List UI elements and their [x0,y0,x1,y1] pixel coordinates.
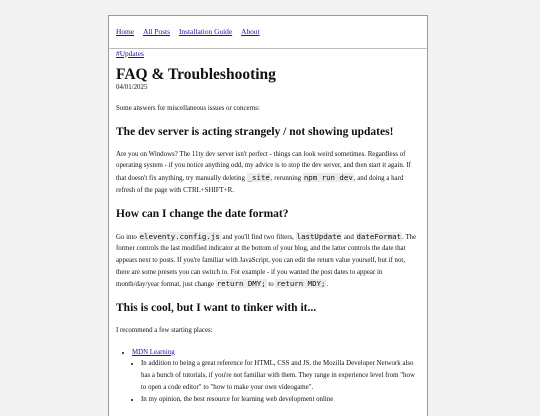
dev-server-heading: The dev server is acting strangely / not showing updates! [116,125,394,138]
text-span: , and doing a hard refresh of the page with CTRL+SHIFT+R. [116,175,404,194]
site-nav [109,16,427,58]
list-item [132,347,420,406]
nav-all-posts-link[interactable]: All Posts [143,27,170,36]
list-item: • In my opinion, the best resource for learning web development online [141,394,420,406]
eleventy-config-code: eleventy.config.js [139,231,220,241]
post-content [109,67,427,405]
resource-list [116,347,420,406]
date-format-heading: How can I change the date format? [116,207,289,220]
sub-list [132,358,420,405]
text-span: . [326,281,329,289]
nav-tag-row [116,43,420,61]
mdn-learning-link[interactable]: MDN Learning [132,348,175,356]
nav-row [116,21,420,39]
nav-installation-guide-link[interactable]: Installation Guide [178,27,233,36]
text-span: and [342,233,356,241]
text-span: . The former controls the last modified indicator at the bottom of your blog, and the latter controls the date that appears next to posts. If you're familiar with JavaScript, you can edit the return value yourself, but if not, there are some presets you can switch to. For example - if you wanted the post dates to appear in month/day/year format, just change [116,233,417,289]
nav-about-link[interactable]: About [241,27,260,36]
site-folder-code: _site [247,173,270,183]
date-format-paragraph [116,231,420,292]
text-span: Go into [116,233,139,241]
text-span: Are you on Windows? The 11ty dev server isn't perfect - things can look weird sometimes. Regardless of operating system - if you notice anything odd, my advice is to stop the dev server, and then start it again. If that doesn't fix anything, try manually deleting [116,150,411,183]
text-span: and you'll find two filters, [220,233,296,241]
text-span: to [266,281,276,289]
tinker-heading: This is cool, but I want to tinker with it... [116,302,317,315]
post-intro: Some answers for miscellaneous issues or concerns: [116,105,260,112]
dev-server-paragraph [116,149,420,197]
tinker-intro: I recommend a few starting places: [116,327,213,335]
post-title: FAQ & Troubleshooting [116,66,276,83]
date-format-code: dateFormat [356,231,402,241]
nav-home-link[interactable]: Home [116,27,135,36]
list-item: • In addition to being a great reference for HTML, CSS and JS, the Mozilla Developer Network also has a bunch of tutorials, if you're not familiar with them. They range in experience level from "how to open a code editor" to "how to make your own videogame". [141,358,420,393]
post-date: 04/01/2025 [116,84,148,91]
text-span: , rerunning [270,175,303,183]
last-update-code: lastUpdate [296,231,342,241]
return-mdy-code: return MDY; [276,279,326,289]
return-dmy-code: return DMY; [216,279,266,289]
tag-updates-link[interactable]: #Updates [116,49,144,58]
blog-page [108,15,428,416]
npm-run-dev-code: npm run dev [303,173,353,183]
